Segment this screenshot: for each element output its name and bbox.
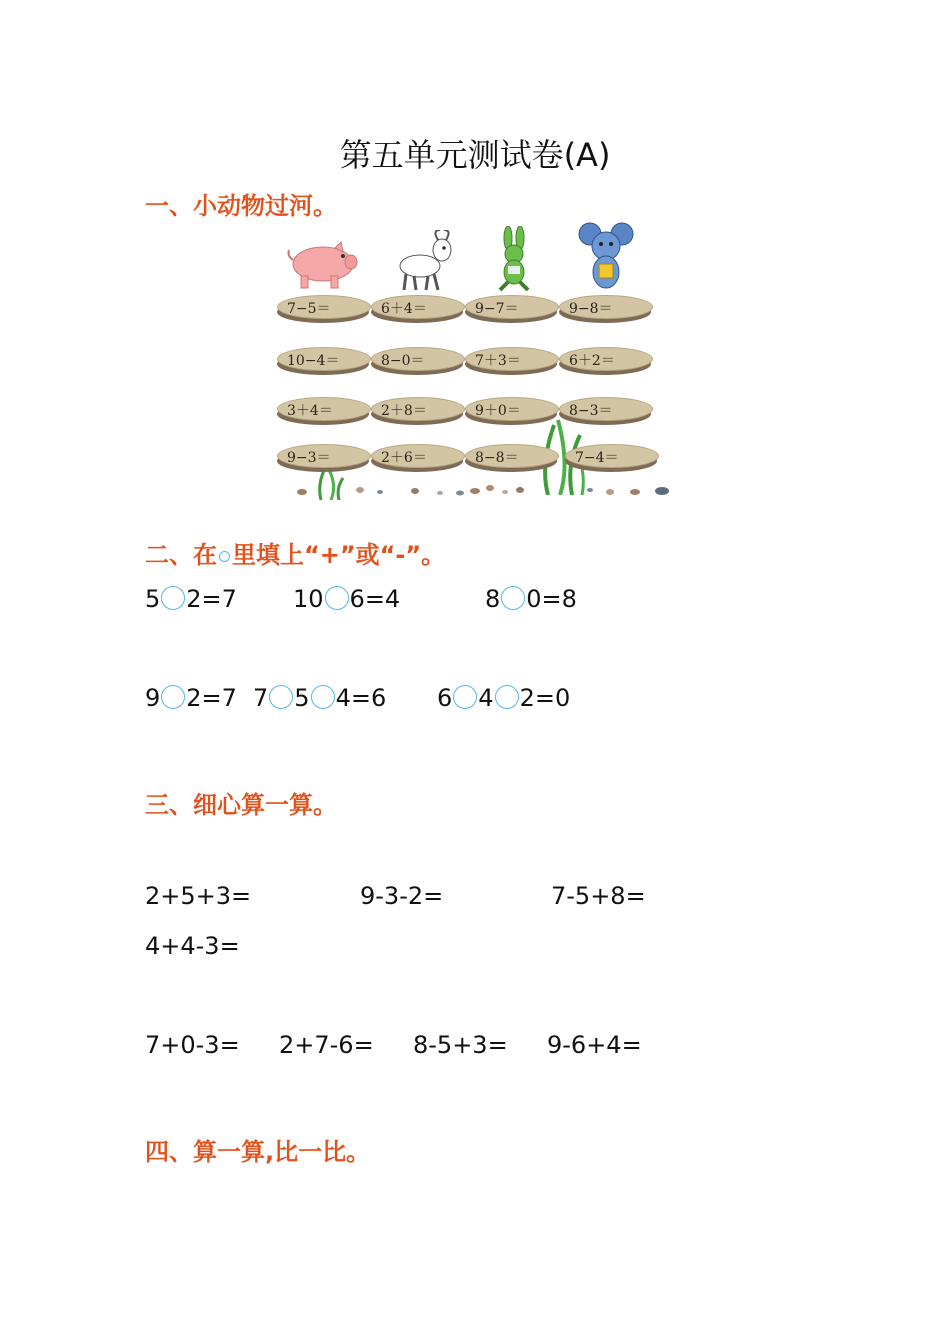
section2-heading: 二、在 里填上“+”或“-”。 [145, 541, 446, 569]
stepping-stone: 7−4＝ [565, 444, 657, 470]
stepping-stone: 8−3＝ [559, 397, 651, 423]
equation: 7 5 4=6 [253, 684, 387, 712]
equation: 4+4-3= [145, 932, 240, 960]
answer-circle[interactable] [311, 685, 335, 709]
pig-icon [285, 238, 360, 290]
river-crossing-illustration [270, 220, 680, 510]
stepping-stone: 9−7＝ [465, 295, 557, 321]
equation: 9 2=7 [145, 684, 237, 712]
section4-heading: 四、算一算,比一比。 [145, 1138, 371, 1166]
stepping-stone: 9−3＝ [277, 444, 369, 470]
stepping-stone: 3＋4＝ [277, 397, 369, 423]
equation: 7+0-3= [145, 1031, 240, 1059]
stepping-stone: 2＋8＝ [371, 397, 463, 423]
stepping-stone: 9＋0＝ [465, 397, 557, 423]
equation: 9-3-2= [360, 882, 444, 910]
page-title: 第五单元测试卷(A) [339, 136, 611, 174]
answer-circle[interactable] [453, 685, 477, 709]
answer-circle[interactable] [269, 685, 293, 709]
stepping-stone: 6＋2＝ [559, 347, 651, 373]
answer-circle[interactable] [501, 586, 525, 610]
stepping-stone: 7−5＝ [277, 295, 369, 321]
rabbit-icon [492, 226, 538, 292]
equation: 6 4 2=0 [437, 684, 571, 712]
equation: 2+5+3= [145, 882, 252, 910]
goat-icon [390, 230, 460, 292]
stepping-stone: 6＋4＝ [371, 295, 463, 321]
equation: 5 2=7 [145, 585, 237, 613]
section3-heading: 三、细心算一算。 [145, 791, 337, 819]
equation: 10 6=4 [293, 585, 401, 613]
equation: 8 0=8 [485, 585, 577, 613]
stepping-stone: 2＋6＝ [371, 444, 463, 470]
answer-circle[interactable] [325, 586, 349, 610]
stepping-stone: 7＋3＝ [465, 347, 557, 373]
equation: 7-5+8= [551, 882, 646, 910]
stepping-stone: 10−4＝ [277, 347, 369, 373]
answer-circle[interactable] [495, 685, 519, 709]
pebbles-icon [290, 478, 680, 500]
equation: 2+7-6= [279, 1031, 374, 1059]
answer-circle[interactable] [161, 685, 185, 709]
mouse-icon [578, 220, 634, 292]
stepping-stone: 8−8＝ [465, 444, 557, 470]
answer-circle[interactable] [161, 586, 185, 610]
stepping-stone: 9−8＝ [559, 295, 651, 321]
equation: 8-5+3= [413, 1031, 508, 1059]
section1-heading: 一、小动物过河。 [145, 192, 337, 220]
equation: 9-6+4= [547, 1031, 642, 1059]
circle-icon [219, 551, 230, 562]
stepping-stone: 8−0＝ [371, 347, 463, 373]
